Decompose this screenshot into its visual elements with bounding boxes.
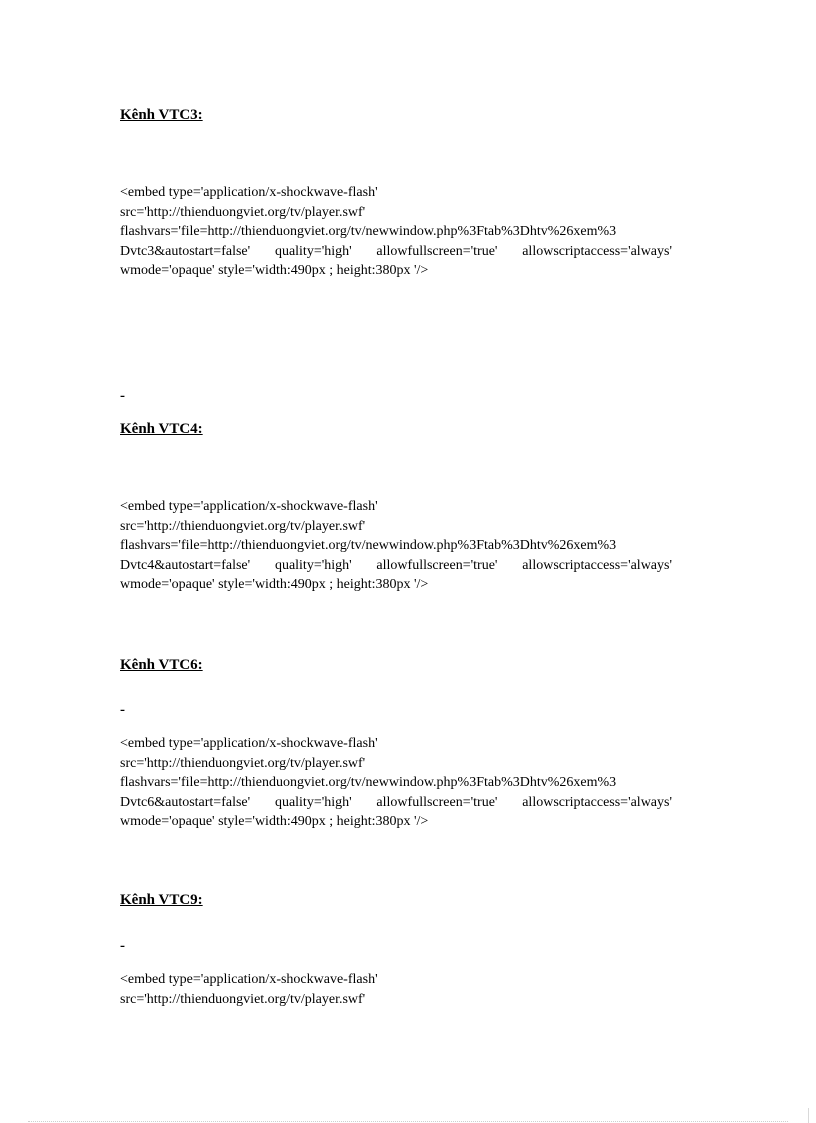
section-heading-vtc6: Kênh VTC6:	[120, 657, 203, 673]
section-dash-vtc4: -	[120, 388, 125, 404]
page-corner-mark	[808, 1108, 809, 1123]
code-line: Dvtc4&autostart=false' quality='high' allowfullscreen='true' allowscriptaccess='always'	[120, 557, 672, 573]
embed-code-vtc6	[120, 734, 672, 832]
embed-code-vtc3	[120, 183, 672, 281]
code-line: src='http://thienduongviet.org/tv/player.swf'	[120, 991, 366, 1007]
section-dash-vtc6: -	[120, 702, 125, 718]
embed-code-vtc4	[120, 497, 672, 595]
code-line: src='http://thienduongviet.org/tv/player.swf'	[120, 204, 366, 220]
code-line: src='http://thienduongviet.org/tv/player.swf'	[120, 518, 366, 534]
code-line: Dvtc6&autostart=false' quality='high' allowfullscreen='true' allowscriptaccess='always'	[120, 794, 672, 810]
section-heading-vtc3: Kênh VTC3:	[120, 107, 203, 123]
code-line: Dvtc3&autostart=false' quality='high' allowfullscreen='true' allowscriptaccess='always'	[120, 243, 672, 259]
code-line: wmode='opaque' style='width:490px ; height:380px '/>	[120, 577, 429, 592]
code-line: flashvars='file=http://thienduongviet.org/tv/newwindow.php%3Ftab%3Dhtv%26xem%3	[120, 538, 617, 553]
code-line: flashvars='file=http://thienduongviet.org/tv/newwindow.php%3Ftab%3Dhtv%26xem%3	[120, 775, 617, 790]
code-line: <embed type='application/x-shockwave-flash'	[120, 499, 378, 514]
page-bottom-border	[28, 1121, 788, 1122]
code-line: <embed type='application/x-shockwave-flash'	[120, 736, 378, 751]
section-heading-vtc4: Kênh VTC4:	[120, 421, 203, 437]
code-line: wmode='opaque' style='width:490px ; height:380px '/>	[120, 814, 429, 829]
code-line: <embed type='application/x-shockwave-flash'	[120, 972, 378, 987]
section-dash-vtc9: -	[120, 938, 125, 954]
embed-code-vtc9	[120, 970, 672, 1009]
code-line: <embed type='application/x-shockwave-flash'	[120, 185, 378, 200]
code-line: wmode='opaque' style='width:490px ; height:380px '/>	[120, 263, 429, 278]
code-line: flashvars='file=http://thienduongviet.org/tv/newwindow.php%3Ftab%3Dhtv%26xem%3	[120, 224, 617, 239]
code-line: src='http://thienduongviet.org/tv/player.swf'	[120, 755, 366, 771]
section-heading-vtc9: Kênh VTC9:	[120, 892, 203, 908]
